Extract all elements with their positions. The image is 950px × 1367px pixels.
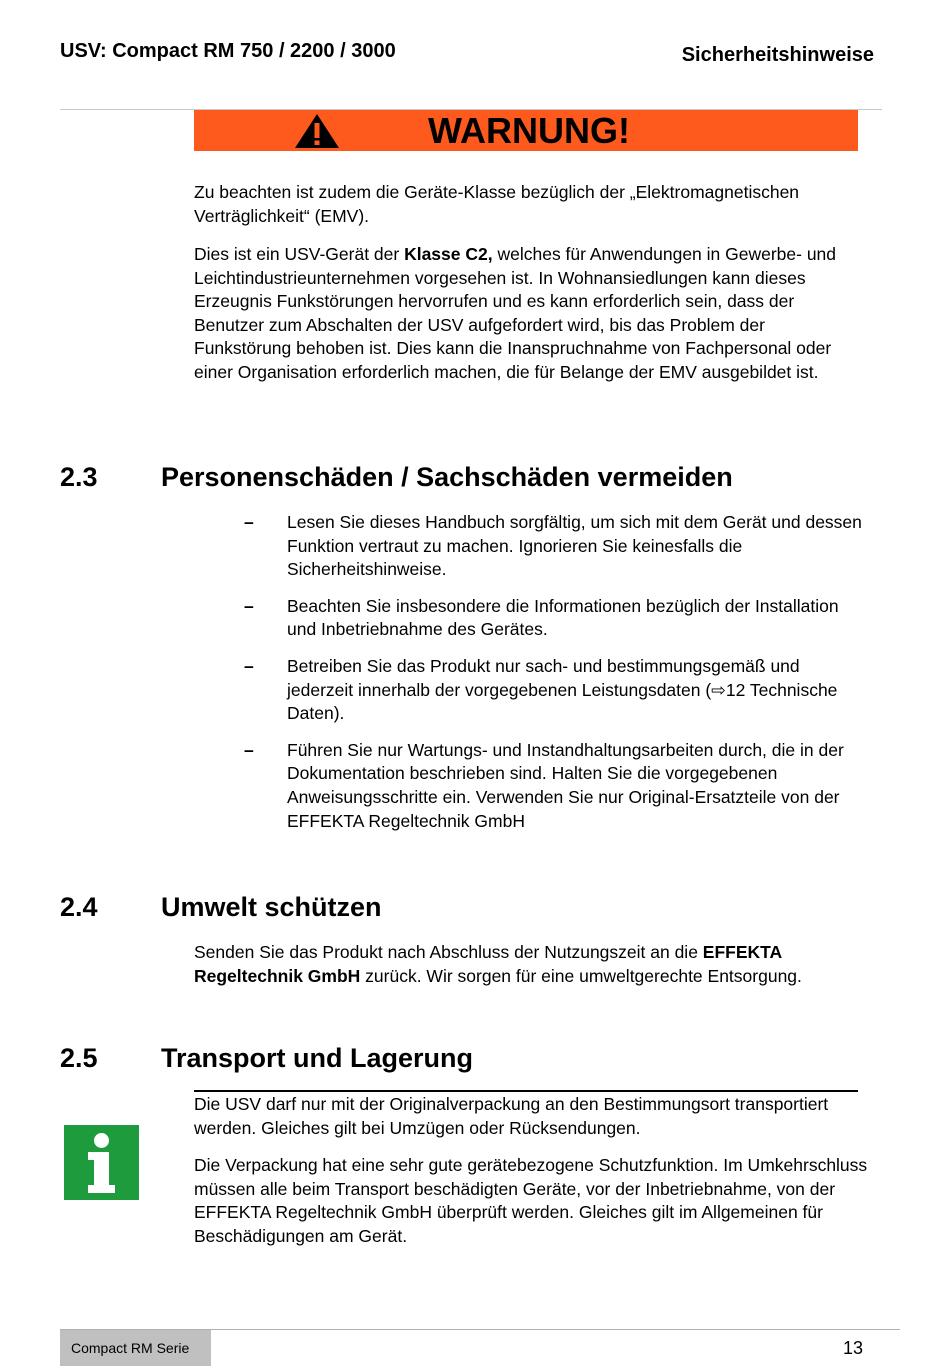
document-title: USV: Compact RM 750 / 2200 / 3000 <box>60 40 396 62</box>
text-span: zurück. Wir sorgen für eine umweltgerechte Entsorgung. <box>360 965 802 986</box>
bullet-text: Beachten Sie insbesondere die Informationen bezüglich der Installation und Inbetriebnahme des Gerätes. <box>287 595 839 640</box>
section-number: 2.3 <box>60 462 98 492</box>
text-span: welches für Anwendungen in Gewerbe- und Leichtindustrieunternehmen vorgesehen ist. In Wohnansiedlungen kann dieses Erzeugnis Funkstörungen hervorrufen und es kann erforderlich sein, dass der Benutzer zum Abschalten der USV aufgefordert wird, bis das Problem der Funkstörung behoben ist. Dies kann die Inanspruchnahme von Fachpersonal oder einer Organisation erforderlich machen, die für Belange der EMV ausgebildet ist. <box>194 244 837 382</box>
list-item <box>244 595 869 642</box>
footer-series-tab <box>60 1330 211 1366</box>
page-number: 13 <box>843 1338 864 1358</box>
info-icon <box>64 1125 139 1200</box>
info-divider <box>194 1090 858 1092</box>
packaging-paragraph: Die Verpackung hat eine sehr gute gerätebezogene Schutzfunktion. Im Umkehrschluss müssen alle beim Transport beschädigten Geräte, vor der Inbetriebnahme, von der EFFEKTA Regeltechnik GmbH überprüft werden. Gleiches gilt im Allgemeinen für Beschädigungen am Gerät. <box>194 1155 868 1246</box>
company-name-bold: EFFEKTA Regeltechnik GmbH <box>194 942 782 986</box>
list-item <box>244 655 869 726</box>
section-number: 2.5 <box>60 1043 98 1073</box>
footer-series-label: Compact RM Serie <box>71 1340 190 1356</box>
bullet-text: Führen Sie nur Wartungs- und Instandhaltungsarbeiten durch, die in der Dokumentation beschrieben sind. Halten Sie die vorgegebenen Anweisungsschritte ein. Verwenden Sie nur Original-Ersatzteile von der EFFEKTA Regeltechnik GmbH <box>287 739 844 831</box>
environment-paragraph <box>194 941 864 988</box>
safety-bullet-list <box>244 511 869 846</box>
section-title: Transport und Lagerung <box>161 1043 474 1073</box>
text-span: Dies ist ein USV-Gerät der <box>194 244 405 264</box>
transport-paragraph: Die USV darf nur mit der Originalverpackung an den Bestimmungsort transportiert werden. Gleiches gilt bei Umzügen oder Rücksendungen. <box>194 1094 829 1138</box>
bullet-dash: – <box>244 512 254 532</box>
bullet-text: Betreiben Sie das Produkt nur sach- und bestimmungsgemäß und jederzeit innerhalb der vorgegebenen Leistungsdaten (⇨12 Technische Daten). <box>287 655 838 724</box>
warning-triangle-icon <box>294 113 340 149</box>
emv-class-paragraph <box>194 243 864 385</box>
bullet-dash: – <box>244 595 254 616</box>
section-heading-2-4 <box>60 892 860 928</box>
bullet-dash: – <box>244 655 254 676</box>
text-span: Senden Sie das Produkt nach Abschluss der Nutzungszeit an die <box>194 942 703 962</box>
section-title: Umwelt schützen <box>161 892 382 922</box>
list-item <box>244 511 869 582</box>
warning-label: WARNUNG! <box>428 110 630 151</box>
section-heading-2-3 <box>60 462 860 498</box>
bullet-dash: – <box>244 739 254 760</box>
section-number: 2.4 <box>60 892 98 922</box>
emv-intro-paragraph: Zu beachten ist zudem die Geräte-Klasse bezüglich der „Elektromagnetischen Verträglichkeit“ (EMV). <box>194 182 800 226</box>
bullet-text: Lesen Sie dieses Handbuch sorgfältig, um sich mit dem Gerät und dessen Funktion vertraut zu machen. Ignorieren Sie keinesfalls die Sicherheitshinweise. <box>287 512 862 580</box>
section-header: Sicherheitshinweise <box>681 44 874 66</box>
section-title: Personenschäden / Sachschäden vermeiden <box>161 462 733 492</box>
warning-banner <box>194 110 858 151</box>
section-heading-2-5 <box>60 1043 860 1079</box>
info-glyph <box>64 1125 139 1200</box>
class-c2-bold: Klasse C2, <box>404 244 493 264</box>
list-item <box>244 739 869 833</box>
